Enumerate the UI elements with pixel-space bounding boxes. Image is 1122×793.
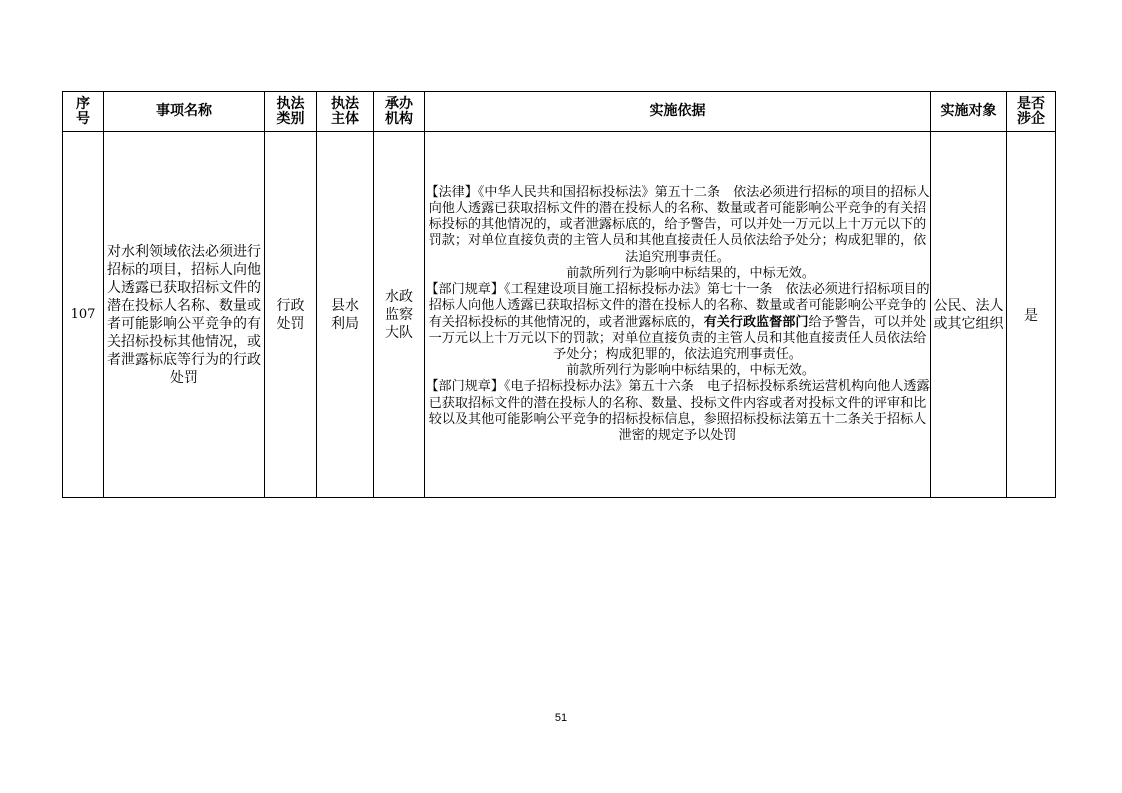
header-enforcement-type: 执法类别 [265, 92, 317, 132]
table-row [63, 132, 1056, 498]
cell-involves-enterprise: 是 [1007, 132, 1056, 498]
basis-paragraph-3-end: 给予警告，可以并处一万元以上十万元以下的罚款；对单位直接负责的主管人员和其他直接责任人员依法给予处分；构成犯罪的，依法追究刑事责任。 [428, 314, 927, 362]
cell-enforcement-body: 县水利局 [317, 132, 374, 498]
basis-paragraph-3-start: 【部门规章】《工程建设项目施工招标投标办法》第七十一条 依法必须进行招标项目的招标人向他人透露已获取招标文件的潜在投标人的名称、数量或者可能影响公平竞争的有关招标投标的其他情况的，或者泄露标底的， [425, 282, 930, 330]
header-item-name: 事项名称 [104, 92, 265, 132]
cell-target: 公民、法人或其它组织 [931, 132, 1007, 498]
header-enforcement-body: 执法主体 [317, 92, 374, 132]
basis-paragraph-2: 前款所列行为影响中标结果的，中标无效。 [566, 265, 815, 281]
header-row [63, 92, 1056, 132]
cell-enforcement-type: 行政处罚 [265, 132, 317, 498]
header-seq: 序号 [63, 92, 104, 132]
header-involves-enterprise: 是否涉企 [1007, 92, 1056, 132]
cell-seq: 107 [63, 132, 104, 498]
page-number: 51 [554, 712, 568, 724]
basis-paragraph-5: 【部门规章】《电子招标投标办法》第五十六条 电子招标投标系统运营机构向他人透露已获取招标文件的潜在投标人的名称、数量、投标文件内容或者对投标文件的评审和比较以及其他可能影响公平竞争的招标投标信息，参照招标投标法第五十二条关于招标人泄密的规定予以处罚 [425, 379, 930, 443]
basis-paragraph-1: 【法律】《中华人民共和国招标投标法》第五十二条 依法必须进行招标的项目的招标人向他人透露已获取招标文件的潜在投标人的名称、数量或者可能影响公平竞争的有关招标投标的其他情况的，或者泄露标底的，给予警告，可以并处一万元以上十万元以下的罚款；对单位直接负责的主管人员和其他直接责任人员依法给予处分；构成犯罪的，依法追究刑事责任。 [425, 184, 930, 265]
basis-paragraph-4: 前款所列行为影响中标结果的，中标无效。 [566, 363, 815, 379]
header-legal-basis: 实施依据 [425, 92, 931, 132]
cell-item-name: 对水利领域依法必须进行招标的项目，招标人向他人透露已获取招标文件的潜在投标人名称、数量或者可能影响公平竞争的有关招标投标其他情况，或者泄露标底等行为的行政处罚 [104, 132, 265, 498]
cell-legal-basis [425, 132, 931, 498]
enforcement-table [62, 91, 1056, 498]
header-handling-agency: 承办机构 [374, 92, 425, 132]
cell-handling-agency: 水政监察大队 [374, 132, 425, 498]
basis-paragraph-3 [425, 282, 930, 363]
header-target: 实施对象 [931, 92, 1007, 132]
basis-paragraph-3-emphasis: 有关行政监督部门 [703, 314, 809, 330]
